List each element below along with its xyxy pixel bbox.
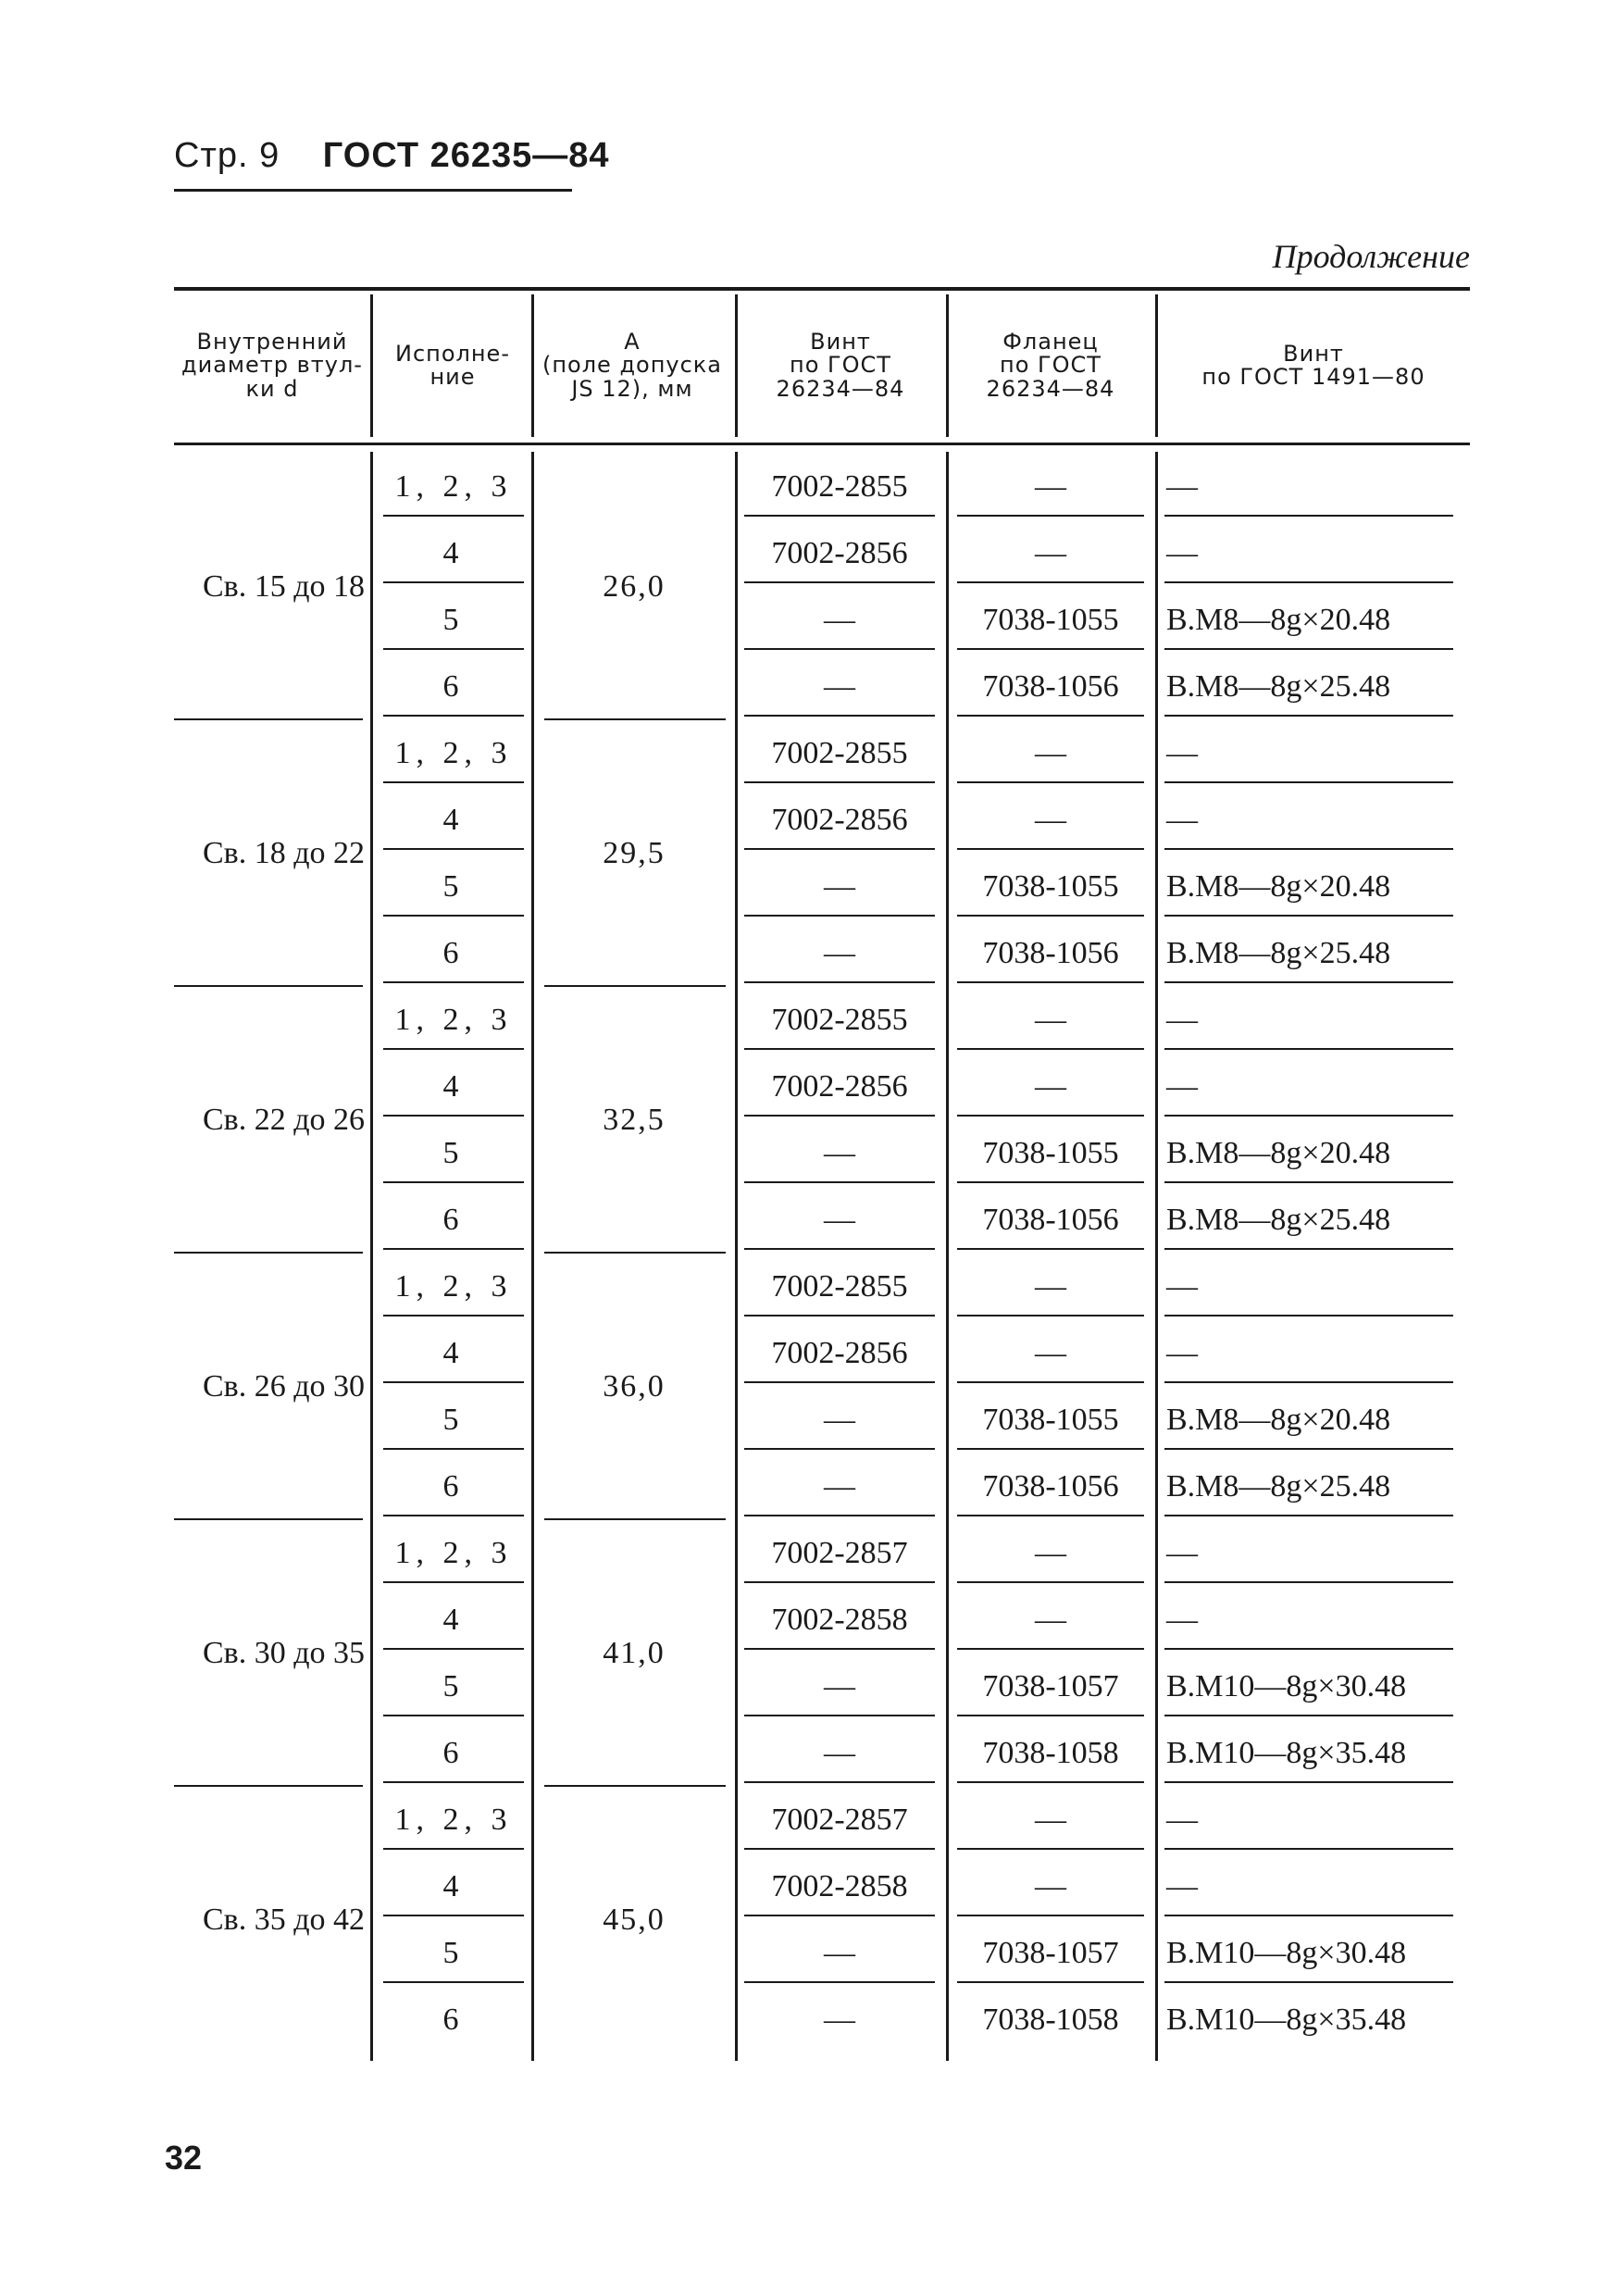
flange-cell: — <box>1035 1603 1066 1637</box>
version-cell: 1, 2, 3 <box>394 1803 513 1837</box>
version-cell: 4 <box>442 1869 465 1903</box>
continuation-label: Продолжение <box>1272 238 1470 275</box>
row-rule <box>383 848 524 850</box>
flange-cell: 7038-1058 <box>982 1736 1119 1770</box>
row-rule <box>383 1181 524 1183</box>
flange-cell: — <box>1035 469 1066 504</box>
row-rule <box>383 1048 524 1050</box>
row-rule <box>383 915 524 917</box>
row-rule <box>744 781 935 783</box>
screw-cell: 7002-2855 <box>771 1269 908 1304</box>
a-value-cell: 45,0 <box>603 1903 666 1937</box>
column-divider <box>531 452 534 2061</box>
row-rule <box>957 581 1144 583</box>
screw2-cell: — <box>1166 1603 1198 1637</box>
screw-cell: — <box>824 1203 855 1237</box>
screw-cell: 7002-2855 <box>771 1003 908 1037</box>
column-header-a: A (поле допуска JS 12), мм <box>541 329 723 402</box>
row-rule <box>1164 781 1453 783</box>
a-value-cell: 26,0 <box>603 569 666 604</box>
row-rule <box>383 1248 524 1250</box>
version-cell: 6 <box>442 2003 465 2037</box>
screw-cell: — <box>824 603 855 637</box>
row-rule <box>383 1715 524 1716</box>
flange-cell: 7038-1056 <box>982 669 1119 704</box>
screw2-cell: В.М8—8g×25.48 <box>1166 1203 1391 1237</box>
version-cell: 4 <box>442 1336 465 1370</box>
row-rule <box>1164 1515 1453 1516</box>
table-top-rule <box>174 287 1470 291</box>
screw2-cell: В.М8—8g×25.48 <box>1166 1469 1391 1504</box>
row-rule <box>1164 715 1453 717</box>
row-rule <box>1164 515 1453 517</box>
row-rule <box>744 1781 935 1783</box>
screw-cell: — <box>824 936 855 970</box>
row-rule <box>1164 581 1453 583</box>
row-rule <box>383 715 524 717</box>
row-rule <box>744 915 935 917</box>
row-rule <box>957 515 1144 517</box>
flange-cell: — <box>1035 1336 1066 1370</box>
version-cell: 6 <box>442 1469 465 1504</box>
row-rule <box>744 1581 935 1583</box>
row-rule <box>1164 648 1453 650</box>
screw2-cell: В.М10—8g×35.48 <box>1166 2003 1407 2037</box>
diameter-cell: Св. 35 до 42 <box>202 1903 365 1937</box>
screw-cell: — <box>824 1736 855 1770</box>
row-rule <box>957 981 1144 983</box>
version-cell: 1, 2, 3 <box>394 736 513 770</box>
row-rule <box>1164 915 1453 917</box>
row-rule <box>957 1248 1144 1250</box>
row-rule <box>1164 1448 1453 1450</box>
row-rule <box>383 1981 524 1983</box>
row-rule <box>957 648 1144 650</box>
column-divider <box>735 294 738 437</box>
flange-cell: — <box>1035 1803 1066 1837</box>
screw2-cell: — <box>1166 1003 1198 1037</box>
row-rule <box>383 781 524 783</box>
screw2-cell: — <box>1166 736 1198 770</box>
screw2-cell: — <box>1166 1803 1198 1837</box>
diameter-cell: Св. 30 до 35 <box>202 1636 365 1670</box>
row-rule <box>957 915 1144 917</box>
row-rule <box>744 1515 935 1516</box>
row-rule <box>744 1248 935 1250</box>
screw-cell: 7002-2856 <box>771 1069 908 1104</box>
page-label: Стр. 9 <box>174 136 280 175</box>
row-rule <box>744 1448 935 1450</box>
flange-cell: — <box>1035 1536 1066 1570</box>
row-rule <box>383 581 524 583</box>
row-rule <box>1164 848 1453 850</box>
version-cell: 4 <box>442 1069 465 1104</box>
row-rule <box>1164 1848 1453 1850</box>
column-header-version: Исполне- ние <box>395 340 510 390</box>
row-rule <box>1164 1181 1453 1183</box>
row-rule <box>383 648 524 650</box>
row-rule <box>1164 1915 1453 1916</box>
screw2-cell: В.М8—8g×20.48 <box>1166 1136 1391 1170</box>
version-cell: 5 <box>442 1936 465 1970</box>
flange-cell: — <box>1035 1269 1066 1304</box>
flange-cell: — <box>1035 1003 1066 1037</box>
flange-cell: 7038-1055 <box>982 1136 1119 1170</box>
row-rule <box>957 1981 1144 1983</box>
screw-cell: 7002-2857 <box>771 1536 908 1570</box>
screw-cell: 7002-2856 <box>771 803 908 837</box>
row-rule <box>383 1381 524 1383</box>
table-header-rule <box>174 443 1470 445</box>
screw-cell: — <box>824 1403 855 1437</box>
version-cell: 1, 2, 3 <box>394 469 513 504</box>
row-rule <box>744 1315 935 1316</box>
row-rule <box>744 648 935 650</box>
row-rule <box>744 1381 935 1383</box>
screw2-cell: В.М8—8g×20.48 <box>1166 1403 1391 1437</box>
row-rule <box>957 1581 1144 1583</box>
flange-cell: 7038-1055 <box>982 869 1119 904</box>
column-divider <box>735 452 738 2061</box>
screw2-cell: — <box>1166 1869 1198 1903</box>
row-rule <box>383 1515 524 1516</box>
screw2-cell: — <box>1166 1069 1198 1104</box>
version-cell: 5 <box>442 1669 465 1703</box>
column-header-screw: Винт по ГОСТ 26234—84 <box>776 329 905 402</box>
column-divider <box>1155 294 1158 437</box>
version-cell: 5 <box>442 869 465 904</box>
screw-cell: 7002-2855 <box>771 736 908 770</box>
version-cell: 1, 2, 3 <box>394 1536 513 1570</box>
row-rule <box>744 715 935 717</box>
page-header <box>174 135 610 176</box>
row-rule <box>957 1515 1144 1516</box>
screw2-cell: В.М8—8g×20.48 <box>1166 869 1391 904</box>
row-rule <box>957 715 1144 717</box>
row-rule <box>1164 1315 1453 1316</box>
screw2-cell: В.М10—8g×35.48 <box>1166 1736 1407 1770</box>
standard-designation: ГОСТ 26235—84 <box>322 136 610 175</box>
column-header-screw-1491: Винт по ГОСТ 1491—80 <box>1201 340 1425 390</box>
row-rule <box>744 1981 935 1983</box>
diameter-cell: Св. 26 до 30 <box>202 1369 365 1404</box>
flange-cell: 7038-1056 <box>982 1469 1119 1504</box>
row-rule <box>744 1181 935 1183</box>
screw-cell: — <box>824 1669 855 1703</box>
row-rule <box>1164 1248 1453 1250</box>
a-value-cell: 32,5 <box>603 1103 666 1137</box>
flange-cell: — <box>1035 1869 1066 1903</box>
screw2-cell: — <box>1166 1536 1198 1570</box>
version-cell: 4 <box>442 536 465 570</box>
flange-cell: 7038-1058 <box>982 2003 1119 2037</box>
row-rule <box>1164 1648 1453 1650</box>
screw2-cell: В.М10—8g×30.48 <box>1166 1669 1407 1703</box>
row-rule <box>1164 1048 1453 1050</box>
flange-cell: 7038-1056 <box>982 1203 1119 1237</box>
row-rule <box>383 1648 524 1650</box>
row-rule <box>383 1781 524 1783</box>
column-divider <box>946 294 949 437</box>
flange-cell: 7038-1055 <box>982 1403 1119 1437</box>
row-rule <box>744 1715 935 1716</box>
row-rule <box>383 981 524 983</box>
row-rule <box>1164 1981 1453 1983</box>
row-rule <box>744 581 935 583</box>
diameter-cell: Св. 18 до 22 <box>202 836 365 870</box>
version-cell: 6 <box>442 936 465 970</box>
row-rule <box>957 1781 1144 1783</box>
row-rule <box>957 1915 1144 1916</box>
row-rule <box>957 1648 1144 1650</box>
flange-cell: 7038-1056 <box>982 936 1119 970</box>
row-rule <box>744 1848 935 1850</box>
column-divider <box>946 452 949 2061</box>
screw2-cell: В.М10—8g×30.48 <box>1166 1936 1407 1970</box>
row-rule <box>383 1448 524 1450</box>
screw2-cell: — <box>1166 803 1198 837</box>
flange-cell: 7038-1055 <box>982 603 1119 637</box>
row-rule <box>383 515 524 517</box>
version-cell: 4 <box>442 803 465 837</box>
screw-cell: — <box>824 2003 855 2037</box>
version-cell: 5 <box>442 1403 465 1437</box>
column-divider <box>370 294 373 437</box>
diameter-cell: Св. 22 до 26 <box>202 1103 365 1137</box>
row-rule <box>1164 1781 1453 1783</box>
screw2-cell: В.М8—8g×20.48 <box>1166 603 1391 637</box>
version-cell: 1, 2, 3 <box>394 1269 513 1304</box>
screw2-cell: — <box>1166 1269 1198 1304</box>
column-header-diameter: Внутренний диаметр втул- ки d <box>181 329 363 402</box>
row-rule <box>957 1381 1144 1383</box>
screw-cell: 7002-2857 <box>771 1803 908 1837</box>
row-rule <box>1164 1381 1453 1383</box>
row-rule <box>957 1315 1144 1316</box>
a-value-cell: 29,5 <box>603 836 666 870</box>
screw-cell: 7002-2858 <box>771 1869 908 1903</box>
flange-cell: — <box>1035 803 1066 837</box>
flange-cell: — <box>1035 736 1066 770</box>
row-rule <box>744 1915 935 1916</box>
screw-cell: 7002-2858 <box>771 1603 908 1637</box>
row-rule <box>957 1115 1144 1117</box>
row-rule <box>383 1915 524 1916</box>
row-rule <box>1164 1115 1453 1117</box>
flange-cell: 7038-1057 <box>982 1669 1119 1703</box>
row-rule <box>957 848 1144 850</box>
column-header-flange: Фланец по ГОСТ 26234—84 <box>986 329 1115 402</box>
version-cell: 5 <box>442 1136 465 1170</box>
row-rule <box>957 781 1144 783</box>
version-cell: 1, 2, 3 <box>394 1003 513 1037</box>
row-rule <box>744 515 935 517</box>
row-rule <box>744 1048 935 1050</box>
row-rule <box>957 1848 1144 1850</box>
screw-cell: — <box>824 1136 855 1170</box>
screw2-cell: В.М8—8g×25.48 <box>1166 669 1391 704</box>
row-rule <box>1164 1581 1453 1583</box>
screw-cell: — <box>824 1469 855 1504</box>
version-cell: 6 <box>442 669 465 704</box>
row-rule <box>1164 1715 1453 1716</box>
row-rule <box>383 1315 524 1316</box>
row-rule <box>957 1181 1144 1183</box>
version-cell: 6 <box>442 1736 465 1770</box>
column-divider <box>531 294 534 437</box>
screw-cell: — <box>824 669 855 704</box>
screw-cell: — <box>824 1936 855 1970</box>
column-divider <box>370 452 373 2061</box>
flange-cell: 7038-1057 <box>982 1936 1119 1970</box>
header-underline <box>174 189 572 192</box>
screw2-cell: — <box>1166 1336 1198 1370</box>
row-rule <box>383 1581 524 1583</box>
row-rule <box>957 1715 1144 1716</box>
flange-cell: — <box>1035 536 1066 570</box>
page-number: 32 <box>165 2139 203 2177</box>
diameter-cell: Св. 15 до 18 <box>202 569 365 604</box>
screw-cell: — <box>824 869 855 904</box>
screw2-cell: — <box>1166 469 1198 504</box>
row-rule <box>1164 981 1453 983</box>
a-value-cell: 41,0 <box>603 1636 666 1670</box>
a-value-cell: 36,0 <box>603 1369 666 1404</box>
screw-cell: 7002-2856 <box>771 536 908 570</box>
column-divider <box>1155 452 1158 2061</box>
row-rule <box>383 1848 524 1850</box>
row-rule <box>383 1115 524 1117</box>
row-rule <box>957 1048 1144 1050</box>
row-rule <box>744 848 935 850</box>
flange-cell: — <box>1035 1069 1066 1104</box>
version-cell: 5 <box>442 603 465 637</box>
screw-cell: 7002-2856 <box>771 1336 908 1370</box>
screw2-cell: — <box>1166 536 1198 570</box>
version-cell: 6 <box>442 1203 465 1237</box>
version-cell: 4 <box>442 1603 465 1637</box>
row-rule <box>744 1115 935 1117</box>
screw-cell: 7002-2855 <box>771 469 908 504</box>
row-rule <box>957 1448 1144 1450</box>
screw2-cell: В.М8—8g×25.48 <box>1166 936 1391 970</box>
row-rule <box>744 1648 935 1650</box>
row-rule <box>744 981 935 983</box>
